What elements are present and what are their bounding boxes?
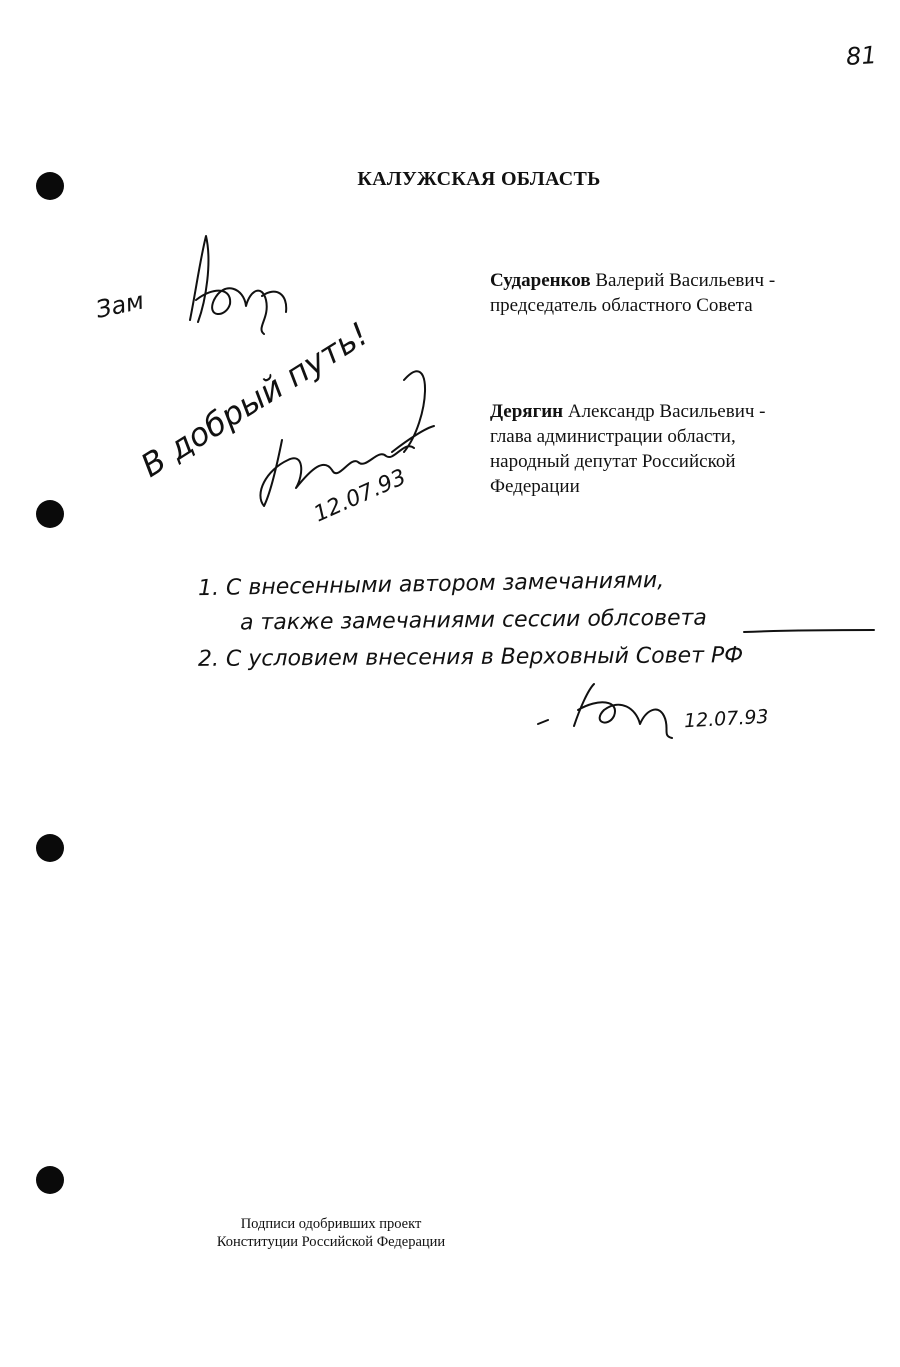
signatory-name: Александр Васильевич - — [563, 401, 766, 422]
signatory-surname: Сударенков — [490, 270, 591, 291]
signatory-surname: Дерягин — [490, 401, 564, 422]
resolution-line-3: 2. С условием внесения в Верховный Совет РФ — [197, 643, 744, 672]
signatory-position-line3: Федерации — [490, 476, 580, 497]
signature-scribble — [190, 236, 286, 334]
region-title: КАЛУЖСКАЯ ОБЛАСТЬ — [357, 168, 601, 190]
resolution-date: 12.07.93 — [683, 705, 770, 733]
signatory-name: Валерий Васильевич - — [590, 270, 776, 291]
signatory-position: глава администрации области, — [490, 426, 736, 447]
footer-line-1: Подписи одобривших проект — [240, 1216, 422, 1232]
handwritten-note-zam: Зам — [93, 286, 147, 324]
footer-caption — [200, 1215, 462, 1251]
handwritten-underline — [744, 630, 874, 632]
resolution-line-2: а также замечаниями сессии облсовета — [239, 605, 707, 636]
page-number: 81 — [845, 40, 878, 72]
handwritten-note-blessing: В добрый путь! — [134, 314, 375, 485]
signature-scribble — [538, 684, 672, 738]
signatory-position: председатель областного Совета — [490, 295, 753, 316]
footer-line-2: Конституции Российской Федерации — [216, 1234, 446, 1250]
resolution-line-1: 1. С внесенными автором замечаниями, — [197, 567, 665, 602]
signatory-position-line2: народный депутат Российской — [490, 451, 736, 472]
handwritten-date: 12.07.93 — [310, 464, 410, 528]
